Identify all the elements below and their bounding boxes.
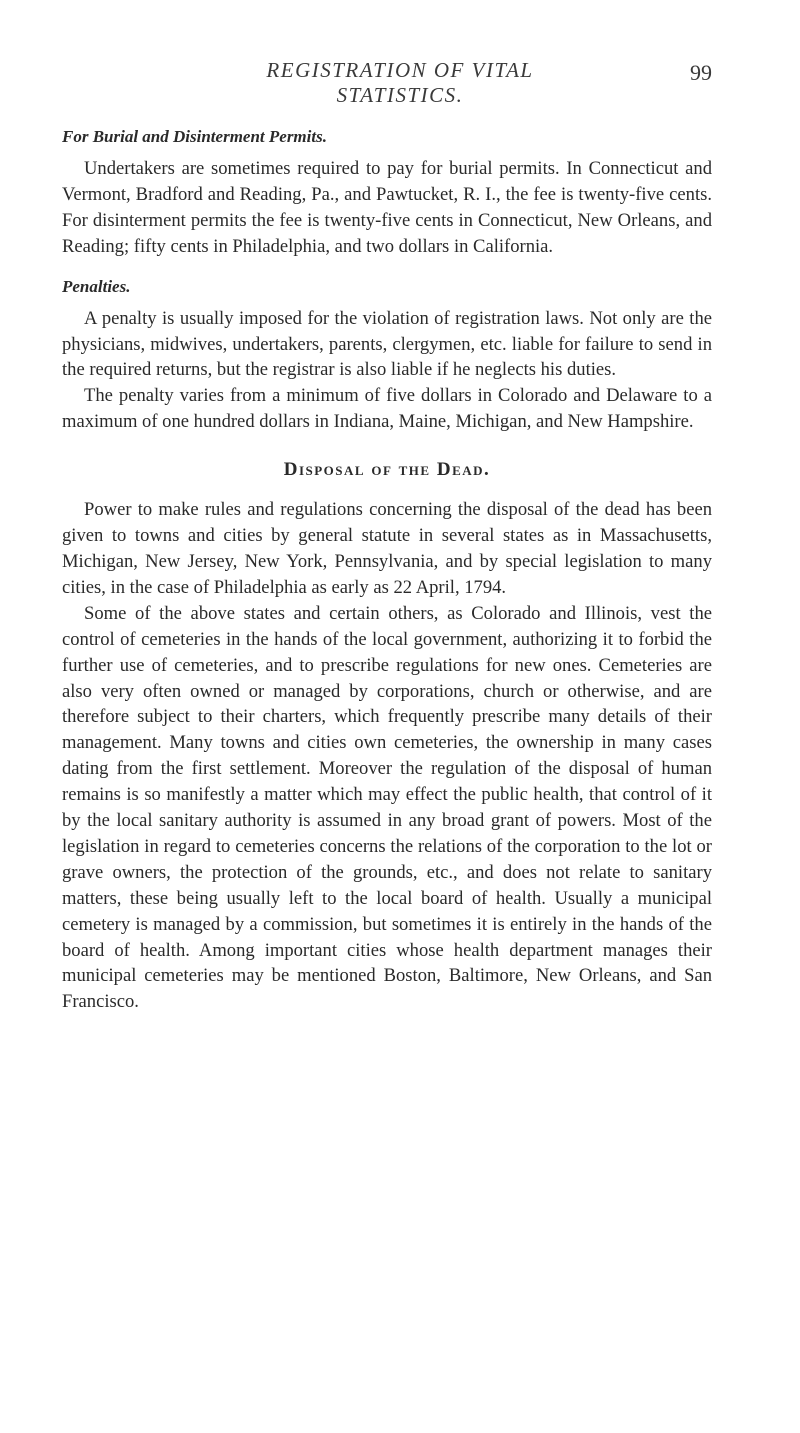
chapter-heading: Disposal of the Dead. [283, 459, 491, 481]
section-heading: For Burial and Disinterment Permits. [62, 127, 327, 146]
paragraph: Some of the above states and certain others, as Colorado and Illinois, vest the control of cemeteries in the hands of the local government, authorizing it to forbid the further use of cemeteries, and to prescribe regulations for new ones. Cemeteries are also very often owned or managed by corporations, church or otherwise, and are therefore subject to their charters, which frequently prescribe many details of their management. Many towns and cities own cemeteries, the ownership in many cases dating from the first settlement. Moreover the regulation of the disposal of human remains is so manifestly a matter which may effect the public health, that control of it by the local sanitary authority is assumed in any broad grant of powers. Most of the legislation in regard to cemeteries concerns the relations of the corporation to the lot or grave owners, the protection of the grounds, etc., and does not relate to sanitary matters, these being usually left to the local board of health. Usually a municipal cemetery is managed by a commission, but sometimes it is entirely in the hands of the board of health. Among important cities whose health department manages their municipal cemeteries may be mentioned Boston, Baltimore, New Orleans, and San Francisco. [62, 602, 712, 1013]
section-penalties [62, 274, 712, 436]
body-text [62, 124, 712, 1015]
paragraph: Undertakers are sometimes required to pay for burial permits. In Connecticut and Vermont, Bradford and Reading, Pa., and Pawtucket, R. I., the fee is twenty-five cents. For disinterment permits the fee is twenty-five cents in Connecticut, New Orleans, and Reading; fifty cents in Philadelphia, and two dollars in California. [62, 158, 712, 257]
section-burial-permits [62, 124, 712, 260]
section-heading: Penalties. [62, 276, 131, 296]
running-head [0, 58, 800, 107]
chapter-disposal-of-dead [62, 457, 712, 1015]
paragraph: A penalty is usually imposed for the violation of registration laws. Not only are the physicians, midwives, undertakers, parents, clergymen, etc. liable for failure to send in the required returns, but the registrar is also liable if he neglects his duties. [62, 307, 712, 381]
paragraph: The penalty varies from a minimum of five dollars in Colorado and Delaware to a maximum of one hundred dollars in Indiana, Maine, Michigan, and New Hampshire. [62, 385, 712, 433]
paragraph: Power to make rules and regulations concerning the disposal of the dead has been given to towns and cities by general statute in several states as in Massachusetts, Michigan, New Jersey, New York, Pennsylvania, and by special legislation to many cities, in the case of Philadelphia as early as 22 April, 1794. [62, 499, 712, 598]
page-number: 99 [690, 60, 712, 85]
running-title: REGISTRATION OF VITAL STATISTICS. [266, 58, 534, 107]
